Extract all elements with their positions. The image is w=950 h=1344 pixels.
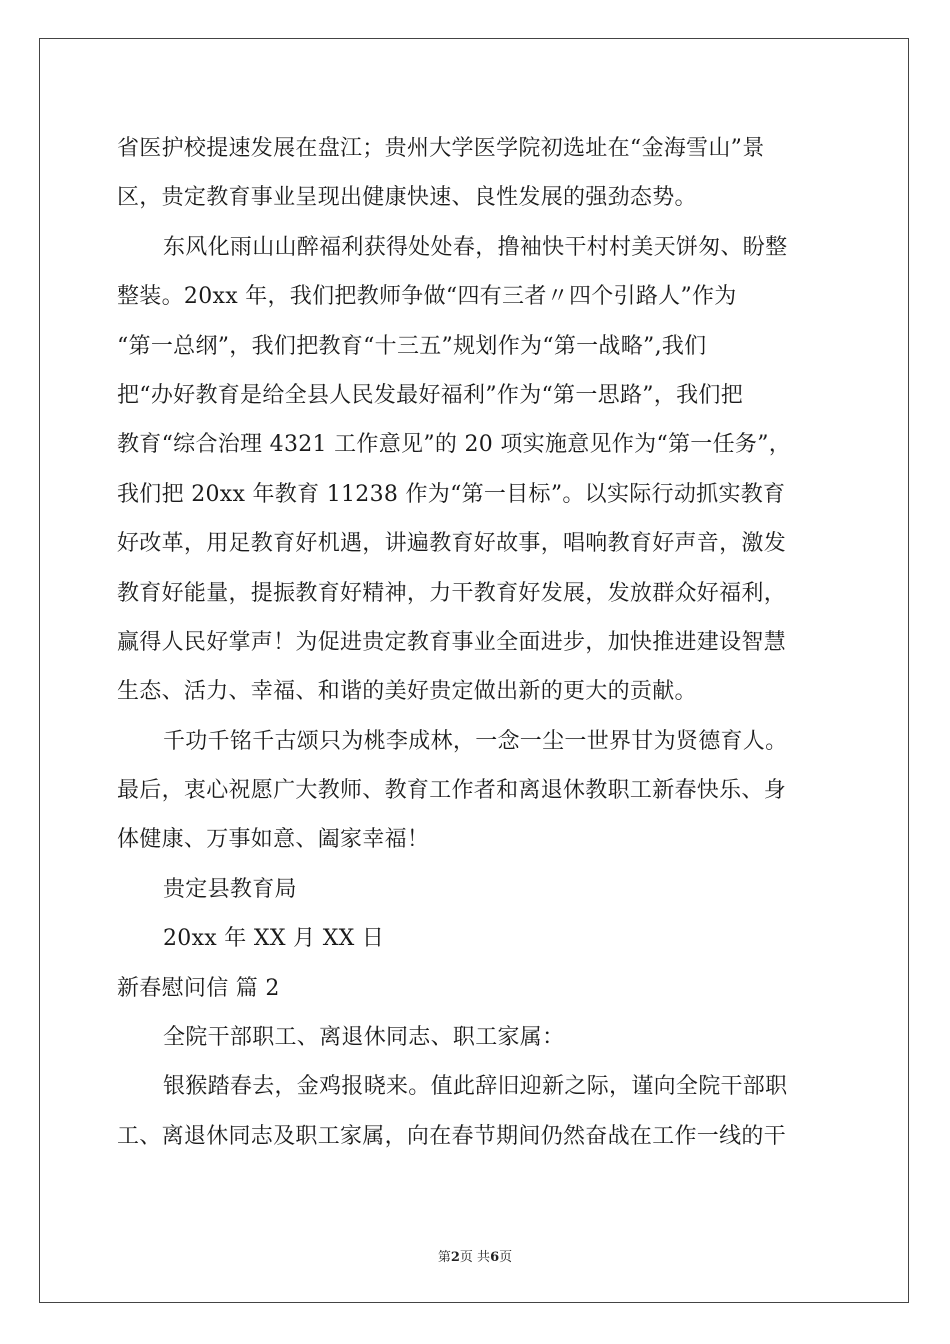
text-line: 体健康、万事如意、阖家幸福！ [117,827,430,853]
text-line: 东风化雨山山醉福利获得处处春，撸袖快干村村美天饼匆、盼整 [163,234,788,260]
text-line: 省医护校提速发展在盘江；贵州大学医学院初选址在“金海雪山”景 [117,136,765,161]
page-footer [0,1246,950,1265]
text-line: “第一总纲”，我们把教育“十三五”规划作为“第一战略”,我们 [117,333,707,359]
text-line: 整装。20xx 年，我们把教师争做“四有三者〃四个引路人”作为 [117,284,737,310]
text-line: 工、离退休同志及职工家属，向在春节期间仍然奋战在工作一线的干 [117,1123,787,1149]
text-line: 我们把 20xx 年教育 11238 作为“第一目标”。以实际行动抓实教育 [117,481,786,507]
text-line: 区，贵定教育事业呈现出健康快速、良性发展的强劲态势。 [117,185,697,211]
text-line: 全院干部职工、离退休同志、职工家属： [163,1025,565,1051]
text-line: 生态、活力、幸福、和谐的美好贵定做出新的更大的贡献。 [117,679,697,705]
footer-middle: 页 共 [459,1250,491,1265]
footer-suffix: 页 [499,1250,513,1265]
text-line: 银猴踏春去，金鸡报晓来。值此辞旧迎新之际，谨向全院干部职 [163,1074,788,1100]
text-line: 贵定县教育局 [163,876,297,902]
footer-total-pages: 6 [490,1250,500,1265]
footer-current-page: 2 [450,1250,460,1265]
document-body [117,124,847,1161]
text-line: 教育好能量，提振教育好精神，力干教育好发展，发放群众好福利， [117,580,787,606]
text-line: 好改革，用足教育好机遇，讲遍教育好故事，唱响教育好声音，激发 [117,531,787,557]
text-line: 教育“综合治理 4321 工作意见”的 20 项实施意见作为“第一任务”， [117,432,792,458]
footer-prefix: 第 [437,1250,451,1265]
text-line: 20xx 年 XX 月 XX 日 [163,926,385,952]
text-line: 最后，衷心祝愿广大教师、教育工作者和离退休教职工新春快乐、身 [117,778,787,804]
text-line: 把“办好教育是给全县人民发最好福利”作为“第一思路”，我们把 [117,382,743,408]
text-line: 新春慰问信 篇 2 [117,975,280,1001]
text-line: 千功千铭千古颂只为桃李成林，一念一尘一世界甘为贤德育人。 [163,728,788,754]
text-line: 赢得人民好掌声！为促进贵定教育事业全面进步，加快推进建设智慧 [117,629,787,655]
